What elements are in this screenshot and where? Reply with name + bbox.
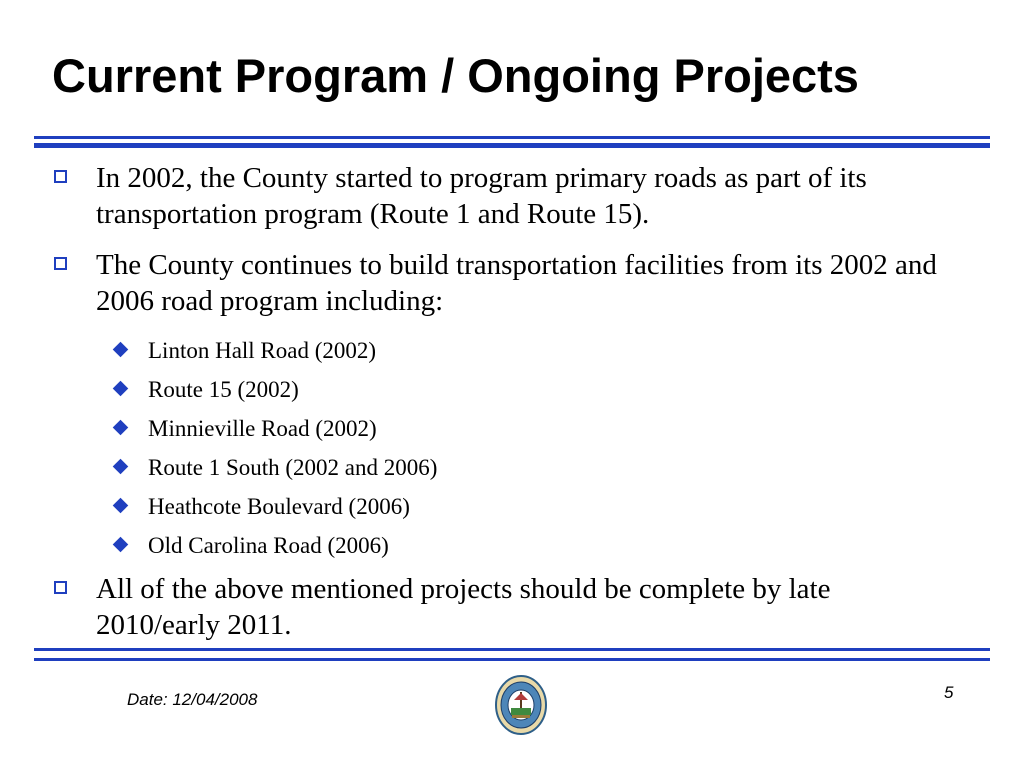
sub-bullet-text: Route 1 South (2002 and 2006)	[148, 455, 438, 480]
sub-bullet-item	[148, 376, 299, 404]
footer-rule-thin-lower	[34, 658, 990, 661]
bullet-item	[96, 247, 976, 319]
square-bullet-icon	[54, 581, 67, 594]
sub-bullet-text: Old Carolina Road (2006)	[148, 533, 389, 558]
bullet-text: In 2002, the County started to program primary roads as part of its transportation program (Route 1 and Route 15).	[96, 162, 867, 230]
county-seal-icon	[494, 674, 548, 736]
diamond-bullet-icon	[113, 498, 129, 514]
footer-date: Date: 12/04/2008	[127, 690, 258, 709]
sub-bullet-item	[148, 493, 410, 521]
bullet-item	[96, 160, 976, 232]
diamond-bullet-icon	[113, 342, 129, 358]
sub-bullet-item	[148, 454, 437, 482]
diamond-bullet-icon	[113, 381, 129, 397]
diamond-bullet-icon	[113, 459, 129, 475]
sub-bullet-text: Minnieville Road (2002)	[148, 416, 377, 441]
sub-bullet-text: Linton Hall Road (2002)	[148, 338, 377, 363]
bullet-text: The County continues to build transportation facilities from its 2002 and 2006 road program including:	[96, 249, 937, 317]
diamond-bullet-icon	[113, 420, 129, 436]
sub-bullet-item	[148, 415, 377, 443]
sub-bullet-text: Heathcote Boulevard (2006)	[148, 494, 410, 519]
diamond-bullet-icon	[113, 537, 129, 553]
bullet-text: All of the above mentioned projects should be complete by late 2010/early 2011.	[96, 573, 831, 641]
header-rule-thick	[34, 143, 990, 148]
square-bullet-icon	[54, 170, 67, 183]
square-bullet-icon	[54, 257, 67, 270]
footer-rule-thin	[34, 648, 990, 651]
sub-bullet-item	[148, 532, 389, 560]
bullet-item	[96, 571, 926, 643]
page-number: 5	[944, 683, 954, 702]
slide-title: Current Program / Ongoing Projects	[52, 49, 859, 102]
sub-bullet-item	[148, 337, 376, 365]
header-rule-thin	[34, 136, 990, 139]
sub-bullet-text: Route 15 (2002)	[148, 377, 299, 402]
